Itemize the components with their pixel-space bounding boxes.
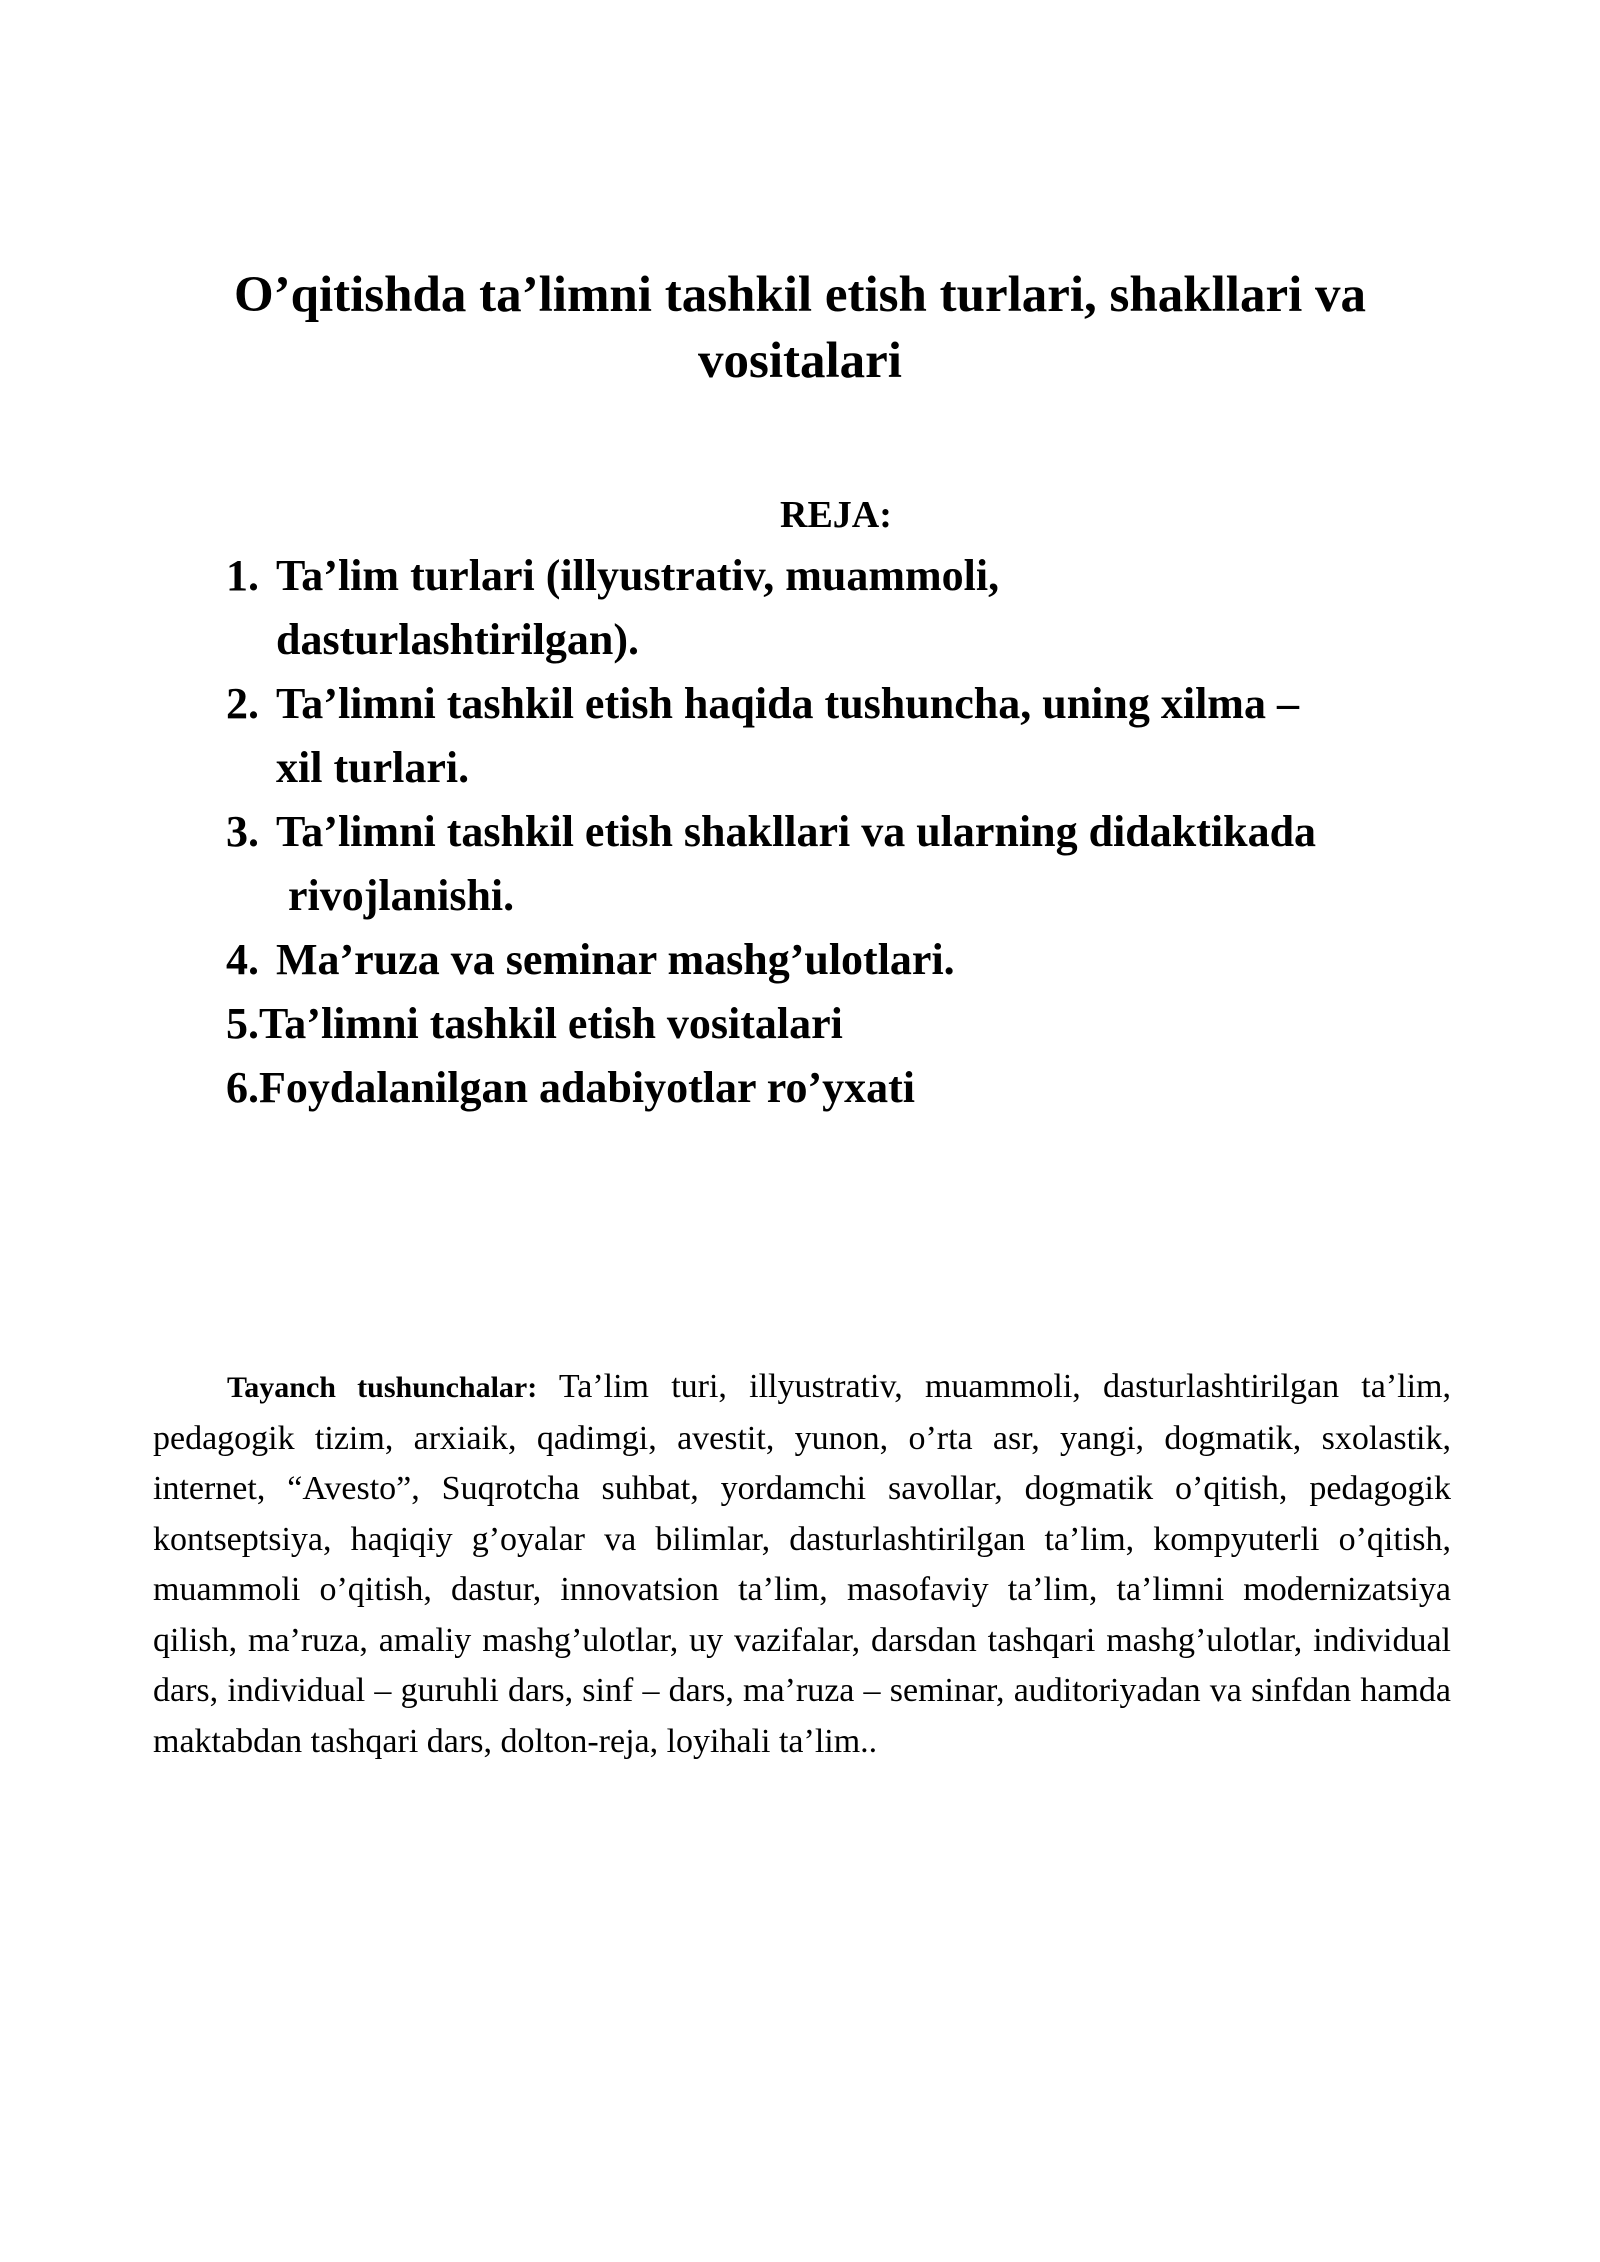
plan-item-number: 6.: [226, 1063, 259, 1112]
plan-item-6: [226, 1056, 1466, 1120]
keywords-text: Ta’lim turi, illyustrativ, muammoli, dasturlashtirilgan ta’lim, pedagogik tizim, arxiaik, qadimgi, avestit, yunon, o’rta asr, yangi, dogmatik, sxolastik, internet, “Avesto”, Suqrotcha suhbat, yordamchi savollar, dogmatik o’qitish, pedagogik kontseptsiya, haqiqiy g’oyalar va bilimlar, dasturlashtirilgan ta’lim, kompyuterli o’qitish, muammoli o’qitish, dastur, innovatsion ta’lim, masofaviy ta’lim, ta’limni modernizatsiya qilish, ma’ruza, amaliy mashg’ulotlar, uy vazifalar, darsdan tashqari mashg’ulotlar, individual dars, individual – guruhli dars, sinf – dars, ma’ruza – seminar, auditoriyadan va sinfdan hamda maktabdan tashqari dars, dolton-reja, loyihali ta’lim..: [153, 1368, 1451, 1760]
plan-item-text: [276, 800, 1456, 928]
plan-item-number: 4.: [226, 935, 259, 984]
keywords-paragraph: [153, 1362, 1451, 1767]
plan-item-text: [276, 672, 1456, 800]
document-title-line-2: vositalari: [698, 333, 902, 389]
plan-item-number: 5.: [226, 999, 259, 1048]
plan-item-line: rivojlanishi.: [288, 871, 515, 920]
plan-item-5: [226, 992, 1466, 1056]
plan-item-line: Ta’lim turlari (illyustrativ, muammoli,: [276, 551, 1000, 600]
plan-item-number: 1.: [226, 551, 259, 600]
keywords-label: Tayanch tushunchalar:: [227, 1371, 538, 1404]
plan-item-line: Ta’limni tashkil etish shakllari va ularning didaktikada: [276, 807, 1317, 856]
document-title-line-1: O’qitishda ta’limni tashkil etish turlari, shakllari va: [233, 267, 1367, 323]
plan-item-line: dasturlashtirilgan).: [276, 615, 640, 664]
plan-item-text: Ma’ruza va seminar mashg’ulotlari.: [276, 935, 955, 984]
plan-item-text: Ta’limni tashkil etish vositalari: [259, 999, 843, 1048]
plan-item-4: [226, 928, 1466, 992]
plan-item-3: [226, 800, 1466, 928]
plan-heading: REJA:: [780, 494, 892, 536]
plan-item-2: [226, 672, 1466, 800]
plan-item-1: [226, 544, 1466, 672]
plan-list: [226, 544, 1466, 1120]
plan-item-line: xil turlari.: [276, 743, 470, 792]
plan-item-text: Foydalanilgan adabiyotlar ro’yxati: [259, 1063, 916, 1112]
plan-item-number: 2.: [226, 679, 259, 728]
plan-item-text: [276, 544, 1456, 672]
plan-item-line: Ta’limni tashkil etish haqida tushuncha, uning xilma –: [276, 679, 1299, 728]
plan-item-number: 3.: [226, 807, 259, 856]
document-title: [150, 262, 1450, 394]
